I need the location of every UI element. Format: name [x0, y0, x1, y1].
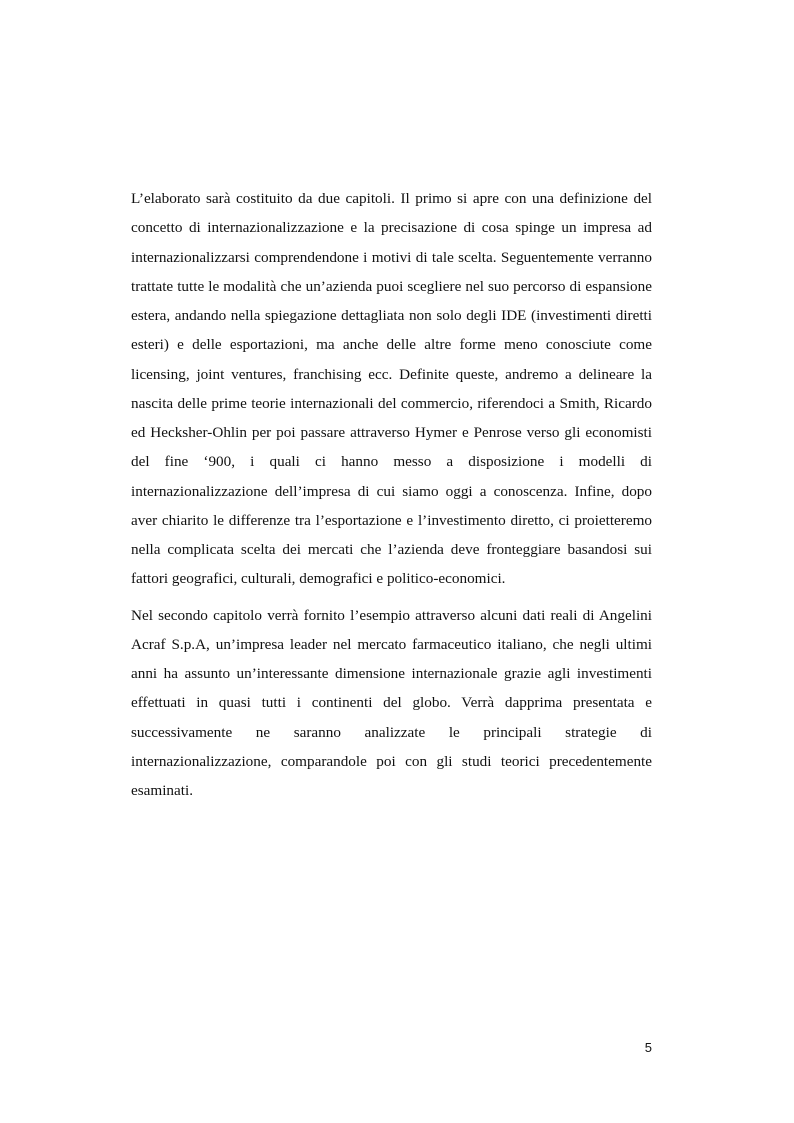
paragraph-intro: L’elaborato sarà costituito da due capitoli. Il primo si apre con una definizione del concetto di internazionalizzazione e la precisazione di cosa spinge un impresa ad internazionalizzarsi comprendendone i motivi di tale scelta. Seguentemente verranno trattate tutte le modalità che un’azienda puoi scegliere nel suo percorso di espansione estera, andando nella spiegazione dettagliata non solo degli IDE (investimenti diretti esteri) e delle esportazioni, ma anche delle altre forme meno conosciute come licensing, joint ventures, franchising ecc. Definite queste, andremo a delineare la nascita delle prime teorie internazionali del commercio, riferendoci a Smith, Ricardo ed Hecksher-Ohlin per poi passare attraverso Hymer e Penrose verso gli economisti del fine ‘900, i quali ci hanno messo a disposizione i modelli di internazionalizzazione dell’impresa di cui siamo oggi a conoscenza. Infine, dopo aver chiarito le differenze tra l’esportazione e l’investimento diretto, ci proietteremo nella complicata scelta dei mercati che l’azienda deve fronteggiare basandosi sui fattori geografici, culturali, demografici e politico-economici. [131, 190, 652, 588]
paragraph-second-chapter: Nel secondo capitolo verrà fornito l’esempio attraverso alcuni dati reali di Angelini Acraf S.p.A, un’impresa leader nel mercato farmaceutico italiano, che negli ultimi anni ha assunto un’interessante dimensione internazionale grazie agli investimenti effettuati in quasi tutti i continenti del globo. Verrà dapprima presentata e successivamente ne saranno analizzate le principali strategie di internazionalizzazione, comparandole poi con gli studi teorici precedentemente esaminati. [131, 606, 652, 799]
page-number: 5 [644, 1040, 652, 1055]
body-text [131, 184, 652, 805]
